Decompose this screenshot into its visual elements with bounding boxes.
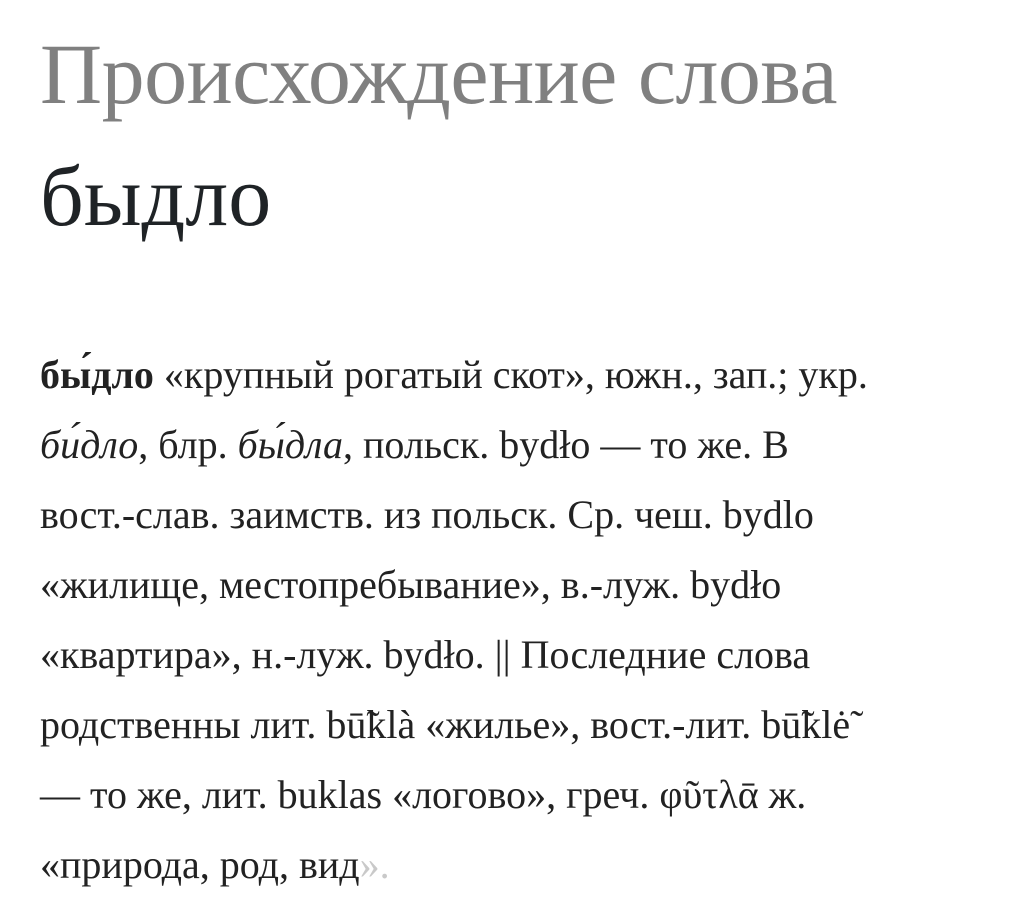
entry-line-8-text: «природа, род, вид bbox=[40, 842, 360, 887]
etymology-entry bbox=[40, 340, 1010, 900]
entry-line-8-faded: ». bbox=[359, 842, 390, 887]
entry-line-6: родственны лит. bū̃klà «жилье», вост.-лит. bū̃klė̃ bbox=[40, 702, 851, 747]
entry-line-1-text: «крупный рогатый скот», южн., зап.; укр. bbox=[153, 352, 868, 397]
entry-line-3: вост.-слав. заимств. из польск. Ср. чеш. bydlo bbox=[40, 492, 814, 537]
entry-line-1 bbox=[40, 340, 1010, 410]
entry-line-2 bbox=[40, 410, 1010, 480]
entry-line-7: — то же, лит. buklas «логово», греч. φῦτλᾱ ж. bbox=[40, 772, 807, 817]
belarusian-form: бы́дла bbox=[237, 422, 343, 467]
entry-line-2-text-b: , польск. bydło — то же. В bbox=[342, 422, 789, 467]
entry-headword: бы́дло bbox=[40, 352, 154, 397]
page-title-prefix: Происхождение слова bbox=[40, 26, 838, 122]
entry-line-4: «жилище, местопребывание», в.-луж. bydło bbox=[40, 562, 782, 607]
entry-line-2-text-a: , блр. bbox=[138, 422, 238, 467]
entry-line-5: «квартира», н.-луж. bydło. || Последние слова bbox=[40, 632, 811, 677]
entry-line-8 bbox=[40, 830, 1010, 900]
page-title-word: быдло bbox=[40, 148, 272, 244]
ukrainian-form: би́дло bbox=[40, 422, 139, 467]
